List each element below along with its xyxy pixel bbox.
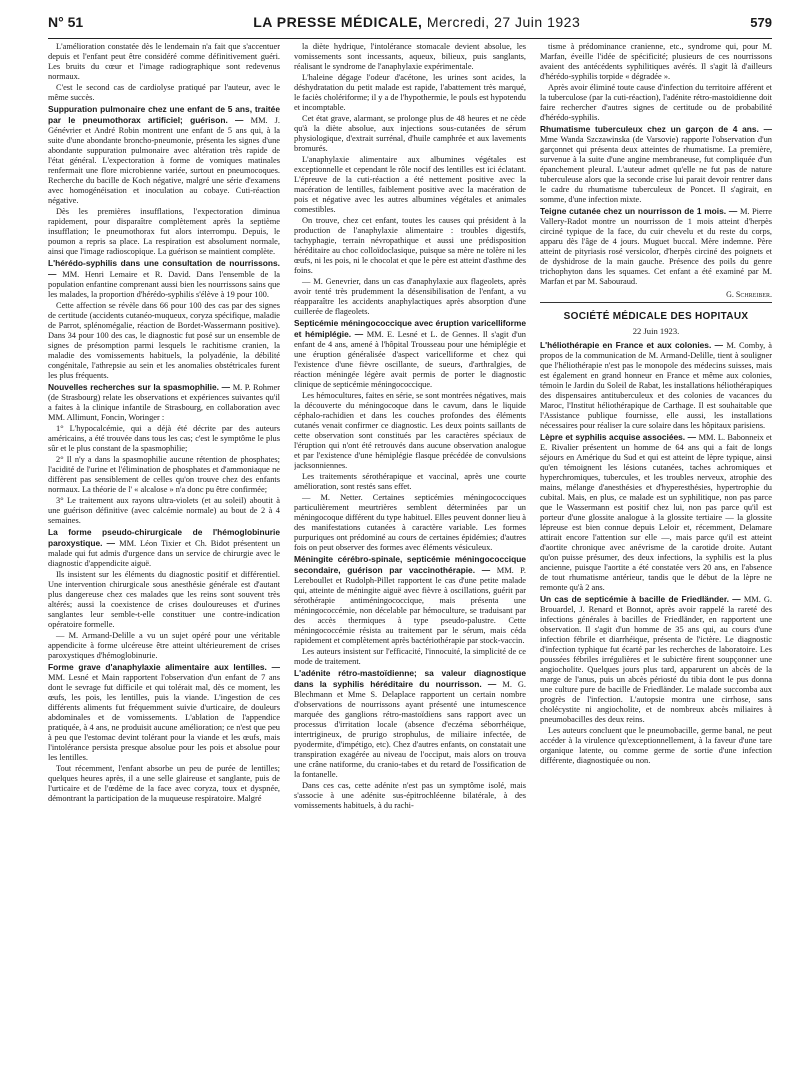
article-heading: L'héliothérapie en France et aux colonies. — [540,340,727,350]
article-heading: Forme grave d'anaphylaxie alimentaire aux lentilles. — [48,662,280,672]
article-heading: L'hérédo-syphilis dans une consultation de nourrissons. — [48,258,280,279]
article-heading: Lèpre et syphilis acquise associées. — [540,432,699,442]
section-date: 22 Juin 1923. [632,326,680,336]
body-paragraph: Les auteurs concluent que le pneumobacille, germe banal, ne peut accéder à la virulence qu'exceptionnellement, à la faveur d'une tare organique latente, ou comme germe de sortie d'une infection différente, diagnostiquée ou non. [540,726,772,765]
article-paragraph: L'héliothérapie en France et aux colonies. — M. Comby, à propos de la communication de M. Armand-Delille, tient à souligner que l'héliothérapie n'est pas le monopole des médecins suisses, mais est également en grand honneur en France et même aux colonies, témoin le Jardin du Soleil de Rabat, les installations héliothérapiques des dispensaires antituberculeux et des colonies de vacances du Maroc, l'Institut héliothérapique de Carthage. Il est souhaitable que l'Assistance publique fournisse, elle aussi, les installations nécessaires pour réaliser la cure solaire dans les hôpitaux parisiens. [540,340,772,430]
page-number: 579 [750,15,772,30]
article-paragraph: Septicémie méningococcique avec éruption varicelliforme et hémiplégie. — MM. E. Lesné et L. de Gennes. Il s'agit d'un enfant de 4 ans, amené à l'hôpital Trousseau pour une hémiplégie et une éruption généralisée d'aspect varicelliforme et chez qui l'existence d'une fièvre oscillante, de sueurs, d'arthralgies, de réaction méningée légère avait permis de porter le diagnostic clinique de septicémie méningococcique. [294,318,526,389]
article-heading: L'adénite rétro-mastoïdienne; sa valeur diagnostique dans la syphilis héréditaire du nourrisson. — [294,668,526,689]
body-paragraph: 1° L'hypocalcémie, qui a déjà été décrite par des auteurs américains, a été trouvée dans tous les cas; c'est le symptôme le plus sûr et le plus constant de la spasmophilie; [48,424,280,453]
article-paragraph: L'adénite rétro-mastoïdienne; sa valeur diagnostique dans la syphilis héréditaire du nourrisson. — M. G. Blechmann et Mme S. Delaplace rapportent un certain nombre d'observations de nourrissons ayant présenté une intumescence marquée des ganglions rétro-mastoïdiens sans rapport avec un processus d'irritation locale (absence d'eczéma séborrhéique, intertrigineux, de prurigo strophulus, de miliaire infectée, de pyodermite, d'impétigo, etc). Chez d'autres enfants, on constatait une transpiration exagérée au niveau de l'occiput, mais alors on trouva une crâne natiforme, du cranio-tabes et du retard de l'ossification de la fontanelle. [294,668,526,779]
issue-number: N° 51 [48,14,84,30]
body-paragraph: Dès les premières insufflations, l'expectoration diminua rapidement, pour disparaître complètement après la septième insufflation; le pneumothorax fut alors interrompu. Depuis, le poumon a repris sa place. La respiration est absolument normale, ainsi que l'image radioscopique. La guérison se maintient complète. [48,207,280,256]
body-paragraph: Cet état grave, alarmant, se prolonge plus de 48 heures et ne cède qu'à la diète absolue, aux injections sous-cutanées de sérum physiologique, d'extrait surrénal, d'huile camphrée et aux lavements bromurés. [294,114,526,153]
text-columns [48,42,772,1072]
body-paragraph: tisme à prédominance cranienne, etc., syndrome qui, pour M. Marfan, éveille l'idée de spécificité; plusieurs de ces nourrissons avaient des antécédents syphilitiques avérés. Il s'agit là d'ailleurs d'hérédo-syphilis torpide « dégradée ». [540,42,772,81]
body-paragraph: 3° Le traitement aux rayons ultra-violets (et au soleil) aboutit à une guérison définitive (avec calcémie normale) au bout de 2 à 4 semaines. [48,496,280,525]
body-paragraph: C'est le second cas de cardiolyse pratiqué par l'auteur, avec le même succès. [48,83,280,102]
body-paragraph: L'haleine dégage l'odeur d'acétone, les urines sont acides, la déshydratation du petit malade est rapide, l'abattement très marqué, le faciès cholériforme; il y a de l'hypothermie, le pouls est hypotendu et incomptable. [294,73,526,112]
body-paragraph: — M. Armand-Delille a vu un sujet opéré pour une véritable appendicite à forme ulcéreuse être atteint ultérieurement de crises paroxystiques d'hémoglobinurie. [48,631,280,660]
body-paragraph: — M. Genevrier, dans un cas d'anaphylaxie aux flageolets, après avoir tenté très prudemment la désensibilisation de l'enfant, a vu réapparaître les accidents anaphylactiques après absorption d'une cuillerée de flageolets. [294,277,526,316]
journal-title [253,14,580,30]
body-paragraph: Les traitements sérothérapique et vaccinal, après une courte amélioration, sont restés sans effet. [294,472,526,491]
author-signature: G. Schreiber. [726,290,772,299]
article-paragraph: Lèpre et syphilis acquise associées. — MM. L. Babonneix et E. Rivalier présentent un homme de 64 ans qui a fait de longs séjours en Amérique du Sud et qui est atteint de lèpre typique, ainsi qu'en témoignent les lésions cutanées, taches achromiques et hyperchromiques, tubercules, et les troubles nerveux, atrophie des mains, mélange d'anesthésies et d'hyperesthésies, hypertrophie du cubital. Mais, en plus, ce malade est un syphilitique, non pas parce que le Wassermann est positif chez lui, non pas parce qu'il est porteur d'une glossite analogue à la glossite tertiaire — la glossite lépreuse est bien connue depuis Leloir et, récemment, Delamare attirait encore l'attention sur elle —, mais parce qu'il est atteint d'aortite chronique avec anévrisme de la carotide droite. Autant qu'on puisse présumer, des deux infections, la syphilis est la plus ancienne, puisque l'aortite a été constatée vers 20 ans, en l'absence de tout rhumatisme antérieur, tandis que le début de la lèpre ne remonte qu'à 2 ans. [540,432,772,592]
article-paragraph: Nouvelles recherches sur la spasmophilie. — M. P. Rohmer (de Strasbourg) relate les observations et expériences suivantes qu'il a faites à la clinique infantile de Strasbourg, en collaboration avec MM. Allimunt, Foncin, Woringer : [48,382,280,422]
article-paragraph: Rhumatisme tuberculeux chez un garçon de 4 ans. — Mme Wanda Szczawinska (de Varsovie) rapporte l'observation d'un garçonnet qui présenta deux atteintes de rhumatisme. La première, survenue à la suite d'une angine membraneuse, fut compliquée d'un épanchement pleural. L'auteur admet qu'elle ne fut pas de nature tuberculeuse alors que la seconde crise lui parait devoir rentrer dans le cadre du rhumatisme tuberculeux de Poncet. Il s'agirait, en somme, d'une infection mixte. [540,124,772,204]
body-paragraph: Ils insistent sur les éléments du diagnostic positif et différentiel. Une intervention chirurgicale sous anesthésie générale est d'autant plus dangereuse chez ces malades que les reins sont souvent très altérés; aussi la coexistence de crises douloureuses et d'urines sanglantes leur semble-t-elle constituer une contre-indication opératoire formelle. [48,570,280,629]
article-heading: Un cas de septicémie à bacille de Friedländer. — [540,594,744,604]
body-paragraph: Cette affection se révèle dans 66 pour 100 des cas par des signes de certitude (accidents cutanéo-muqueux, coryza spécifique, maladie de Parrot, splénomégalie, réaction de Bordet-Wassermann positive). Dans 34 pour 100 des cas, le diagnostic fut posé sur un ensemble de signes de présomption parmi lesquels le rachitisme cranien, la maladie des vomissements habituels, la polyadénie, la débilité congénitale, l'athrepsie au sein et les anomalies obstétricales furent les plus fréquents. [48,301,280,380]
article-heading: Septicémie méningococcique avec éruption varicelliforme et hémiplégie. — [294,318,526,339]
body-paragraph: — M. Netter. Certaines septicémies méningococciques particulièrement meurtrières semblent déterminées par un méningocoque différent du type habituel. Elles peuvent donner lieu à des manifestations cutanées à caractère variable. Les formes purpuriques ont prédominé au cours de certaines épidémies; d'autres fois on peut observer des formes avec éléments vésiculeux. [294,493,526,552]
body-paragraph: Les hémocultures, faites en série, se sont montrées négatives, mais la découverte du méningocoque dans le cavum, dans le liquide céphalo-rachidien et dans les couches profondes des éléments cutanés venait confirmer ce diagnostic. Les deux points saillants de cette observation sont constitués par les caractères spéciaux de l'éruption qui n'ont été retrouvés dans aucune observation analogue et par l'existence d'une hémiplégie flasque précédée de convulsions jacksonniennes. [294,391,526,470]
section-title: SOCIÉTÉ MÉDICALE DES HOPITAUX [563,311,749,322]
body-paragraph: On trouve, chez cet enfant, toutes les causes qui président à la production de l'anaphylaxie alimentaire : troubles digestifs, tachyphagie, terrain névropathique et aussi une prédisposition héréditaire au choc colloïdoclasique, puisque sa mère ne tolère ni les œufs, ni les pois, ni le chocolat et que le père est atteint d'asthme des foins. [294,216,526,275]
article-paragraph: L'hérédo-syphilis dans une consultation de nourrissons. — MM. Henri Lemaire et R. David. Dans l'ensemble de la population enfantine comprenant aussi bien les nourrissons sains que les malades, la proportion d'hérédo-syphilis s'élève à 19 pour 100. [48,258,280,299]
section-divider [540,302,772,303]
header-rule [48,38,772,39]
article-paragraph: Méningite cérébro-spinale, septicémie méningococcique secondaire, guérison par vaccinothérapie. — MM. P. Lereboullet et Rudolph-Pillet rapportent le cas d'une petite malade qui, atteinte de méningite aiguë avec fièvre à oscillations, guérit par sérothérapie antiméningococcique, mais présenta une méningococcémie, non décelable par hémoculture, se traduisant par des accès thermiques à type pseudo-palustre. Cette méningococcémie résista au traitement par le sérum, mais céda rapidement et complètement après bactériothérapie par stock-vaccin. [294,554,526,645]
article-heading: Teigne cutanée chez un nourrisson de 1 mois. — [540,206,740,216]
issue-date: Mercredi, 27 Juin 1923 [426,14,581,30]
page-header [48,14,772,40]
body-paragraph: 2° Il n'y a dans la spasmophilie aucune rétention de phosphates; l'acidité de l'urine et l'élimination de phosphates et d'ammoniaque ne diffèrent pas sensiblement de celles qu'on trouve chez des enfants normaux. La théorie de l' « alcalose » n'a donc pu être confirmée; [48,455,280,494]
article-paragraph: Suppuration pulmonaire chez une enfant de 5 ans, traitée par le pneumothorax artificiel; guérison. — MM. J. Génévrier et André Robin montrent une enfant de 5 ans qui, à la suite d'une abondante broncho-pneumonie, présenta les signes d'une abondante suppuration pulmonaire avec altération très rapide de l'état général. L'expectoration à forme de vomiques matinales renfermait une flore microbienne variée, surtout en pneumocoques. Recherche du bacille de Koch négative, malgré une série d'examens avec homogénéisation et inoculation au cobaye. Cuti-réaction négative. [48,104,280,205]
article-paragraph: Un cas de septicémie à bacille de Friedländer. — MM. G. Brouardel, J. Renard et Bonnot, après avoir rappelé la rareté des infections générales à bacilles de Friedländer, en rapportent une observation. Il s'agit d'un homme de 35 ans qui, au cours d'une infection fébrile et diarrhéique, présenta de l'ictère. Le diagnostic d'infection typhique fut écarté par les recherches de laboratoire. Les poussées fébriles irrégulières et le subictère firent soupçonner une angiocholite. Quelques jours plus tard, apparurent un abcès de la marge de l'anus, puis un abcès périosté du tibia dont le pus donna une culture pure de bacille de Friedländer. Le malade succomba aux progrès de l'infection. L'autopsie montra une cirrhose, sans cholécystite ni angiocholite, et de nombreux abcès miliaires à pneumobacilles des deux reins. [540,594,772,724]
column-3 [540,42,772,1072]
article-heading: Suppuration pulmonaire chez une enfant de 5 ans, traitée par le pneumothorax artificiel; guérison. — [48,104,280,125]
article-heading: Rhumatisme tuberculeux chez un garçon de 4 ans. — [540,124,772,134]
article-heading: Méningite cérébro-spinale, septicémie méningococcique secondaire, guérison par vaccinothérapie. — [294,554,526,575]
article-paragraph: Teigne cutanée chez un nourrisson de 1 mois. — M. Pierre Vallery-Radot montre un nourrisson de 1 mois atteint d'herpès circiné typique de la face, du cuir chevelu et du reste du corps, apparu dès l'âge de 4 jours. Muguet buccal. Mère indemne. Père atteint de pityriasis rosé versicolor, d'herpès circiné des poignets et de dyshidrose de la main gauche. Présence des poils du genre trichophyton dans les squames. Cet enfant a été examiné par M. Marfan et par M. Sabouraud. [540,206,772,286]
article-paragraph: Forme grave d'anaphylaxie alimentaire aux lentilles. — MM. Lesné et Main rapportent l'observation d'un enfant de 7 ans dont le sevrage fut difficile et qui tolérait mal, dès ce moment, les œufs, les pois, les lentilles, puis la viande. L'ingestion de ces différents aliments fut fréquemment suivie d'urticaire, de douleurs abdominales et de vomissements. L'ablation de l'appendice pratiquée, à 4 ans, ne produisit aucune amélioration; ce n'est que peu à peu que l'estomac devint tolérant pour la viande et les œufs, mais l'intolérance persista presque absolue pour les pois et absolue pour les lentilles. [48,662,280,762]
column-2 [294,42,526,1072]
journal-name: LA PRESSE MÉDICALE, [253,14,423,30]
column-1 [48,42,280,1072]
body-paragraph: L'amélioration constatée dès le lendemain n'a fait que s'accentuer depuis et l'enfant peut être considéré comme définitivement guéri. Les bruits du cœur et l'image radiographique sont redevenus normaux. [48,42,280,81]
body-paragraph: la diète hydrique, l'intolérance stomacale devient absolue, les vomissements sont incessants, aqueux, bilieux, puis sanglants, réalisant le syndrome de l'anaphylaxie expérimentale. [294,42,526,71]
article-paragraph: La forme pseudo-chirurgicale de l'hémoglobinurie paroxystique. — MM. Léon Tixier et Ch. Bidot présentent un malade qui fut admis d'urgence dans un service de chirurgie avec le diagnostic d'appendicite aiguë. [48,527,280,568]
body-paragraph: Dans ces cas, cette adénite n'est pas un symptôme isolé, mais s'associe à une adénite sus-épitrochléenne bilatérale, à des vomissements habituels, à du rachi- [294,781,526,810]
body-paragraph: Après avoir éliminé toute cause d'infection du territoire afférent et la tuberculose (par la cuti-réaction), l'adénite rétro-mastoïdienne doit faire rechercher d'autres signes de certitude ou de probabilité d'hérédo-syphilis. [540,83,772,122]
body-paragraph: L'anaphylaxie alimentaire aux albumines végétales est exceptionnelle et cependant le rôle nocif des lentilles est ici éclatant. L'épreuve de la cuti-réaction a été nettement positive avec la macération de lentilles, faiblement positive avec la macération de pois et négative avec les autres albumines végétales et animales comestibles. [294,155,526,214]
article-heading: Nouvelles recherches sur la spasmophilie. — [48,382,233,392]
body-paragraph: Les auteurs insistent sur l'efficacité, l'innocuité, la simplicité de ce mode de traitement. [294,647,526,666]
article-heading: La forme pseudo-chirurgicale de l'hémoglobinurie paroxystique. — [48,527,280,548]
body-paragraph: Tout récemment, l'enfant absorbe un peu de purée de lentilles; quelques heures après, il a une selle glaireuse et sanglante, puis de l'urticaire et de l'œdème de la face avec coryza, toux et dyspnée, démontrant la participation de la muqueuse respiratoire. Malgré [48,764,280,803]
